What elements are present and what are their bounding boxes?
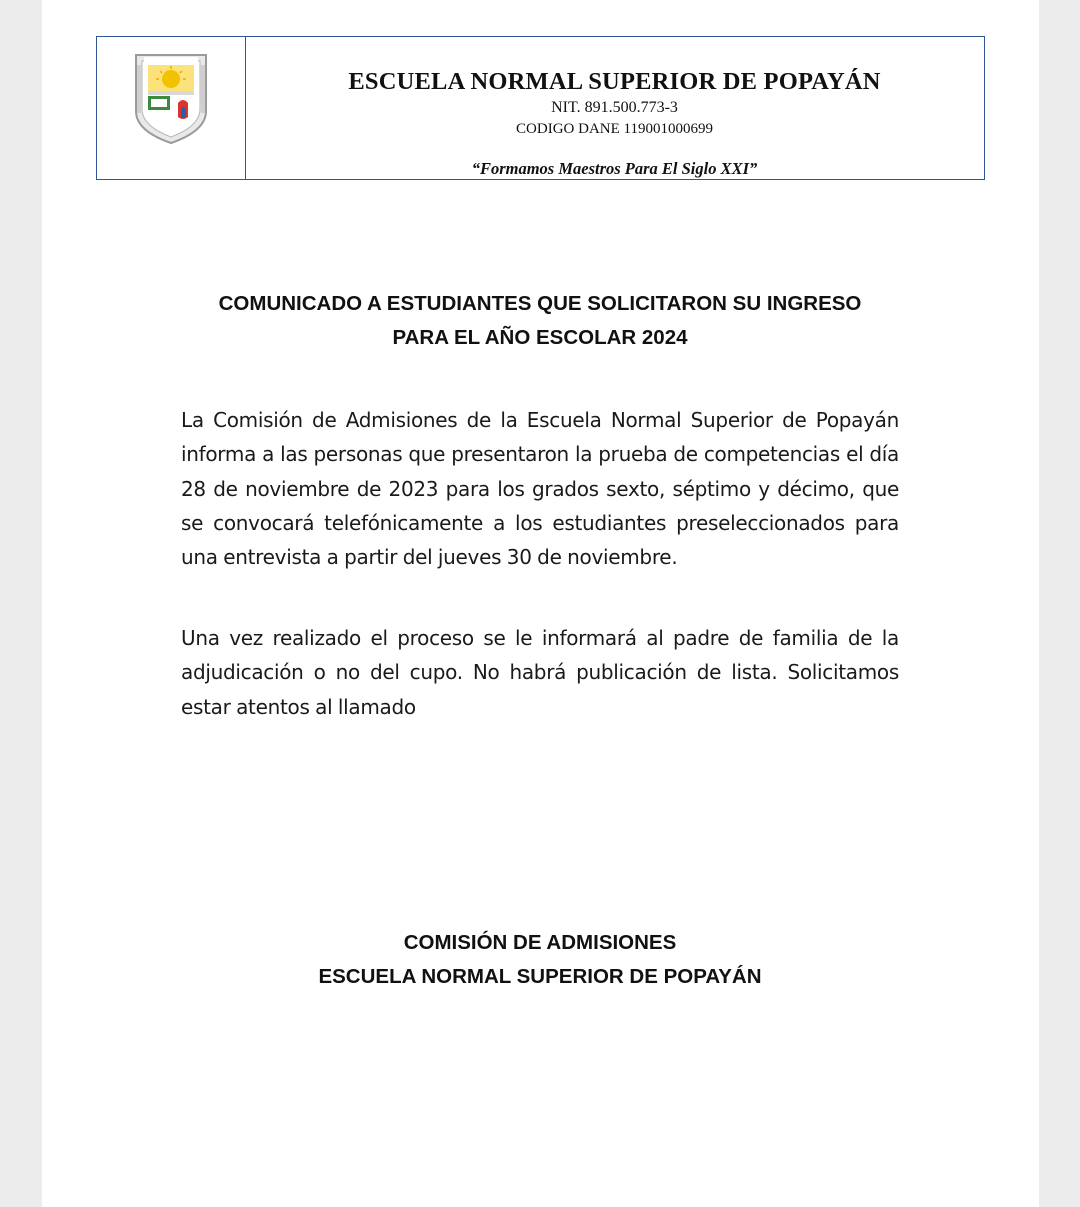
letterhead: [96, 36, 985, 180]
school-name: ESCUELA NORMAL SUPERIOR DE POPAYÁN: [348, 68, 881, 95]
signature-line-2: ESCUELA NORMAL SUPERIOR DE POPAYÁN: [318, 965, 762, 988]
title-line-2: PARA EL AÑO ESCOLAR 2024: [392, 326, 688, 349]
document-page: [42, 0, 1039, 1207]
dane-code: CODIGO DANE 119001000699: [516, 121, 713, 137]
school-motto: “Formamos Maestros Para El Siglo XXI”: [471, 159, 758, 178]
document-title: [0, 287, 1080, 355]
school-crest-icon: [134, 53, 208, 145]
signature-block: [0, 926, 1080, 994]
logo-cell: [97, 37, 246, 179]
body-paragraph-1: La Comisión de Admisiones de la Escuela Normal Superior de Popayán informa a las personas que presentaron la prueba de competencias el día 28 de noviembre de 2023 para los grados sexto, séptimo y décimo, que se convocará telefónicamente a los estudiantes preseleccionados para una entrevista a partir del jueves 30 de noviembre.: [181, 408, 899, 570]
signature-line-1: COMISIÓN DE ADMISIONES: [403, 931, 677, 954]
title-line-1: COMUNICADO A ESTUDIANTES QUE SOLICITARON SU INGRESO: [218, 292, 862, 315]
nit-number: NIT. 891.500.773-3: [551, 99, 678, 116]
body-paragraph-2: Una vez realizado el proceso se le informará al padre de familia de la adjudicación o no del cupo. No habrá publicación de lista. Solicitamos estar atentos al llamado: [181, 626, 899, 719]
